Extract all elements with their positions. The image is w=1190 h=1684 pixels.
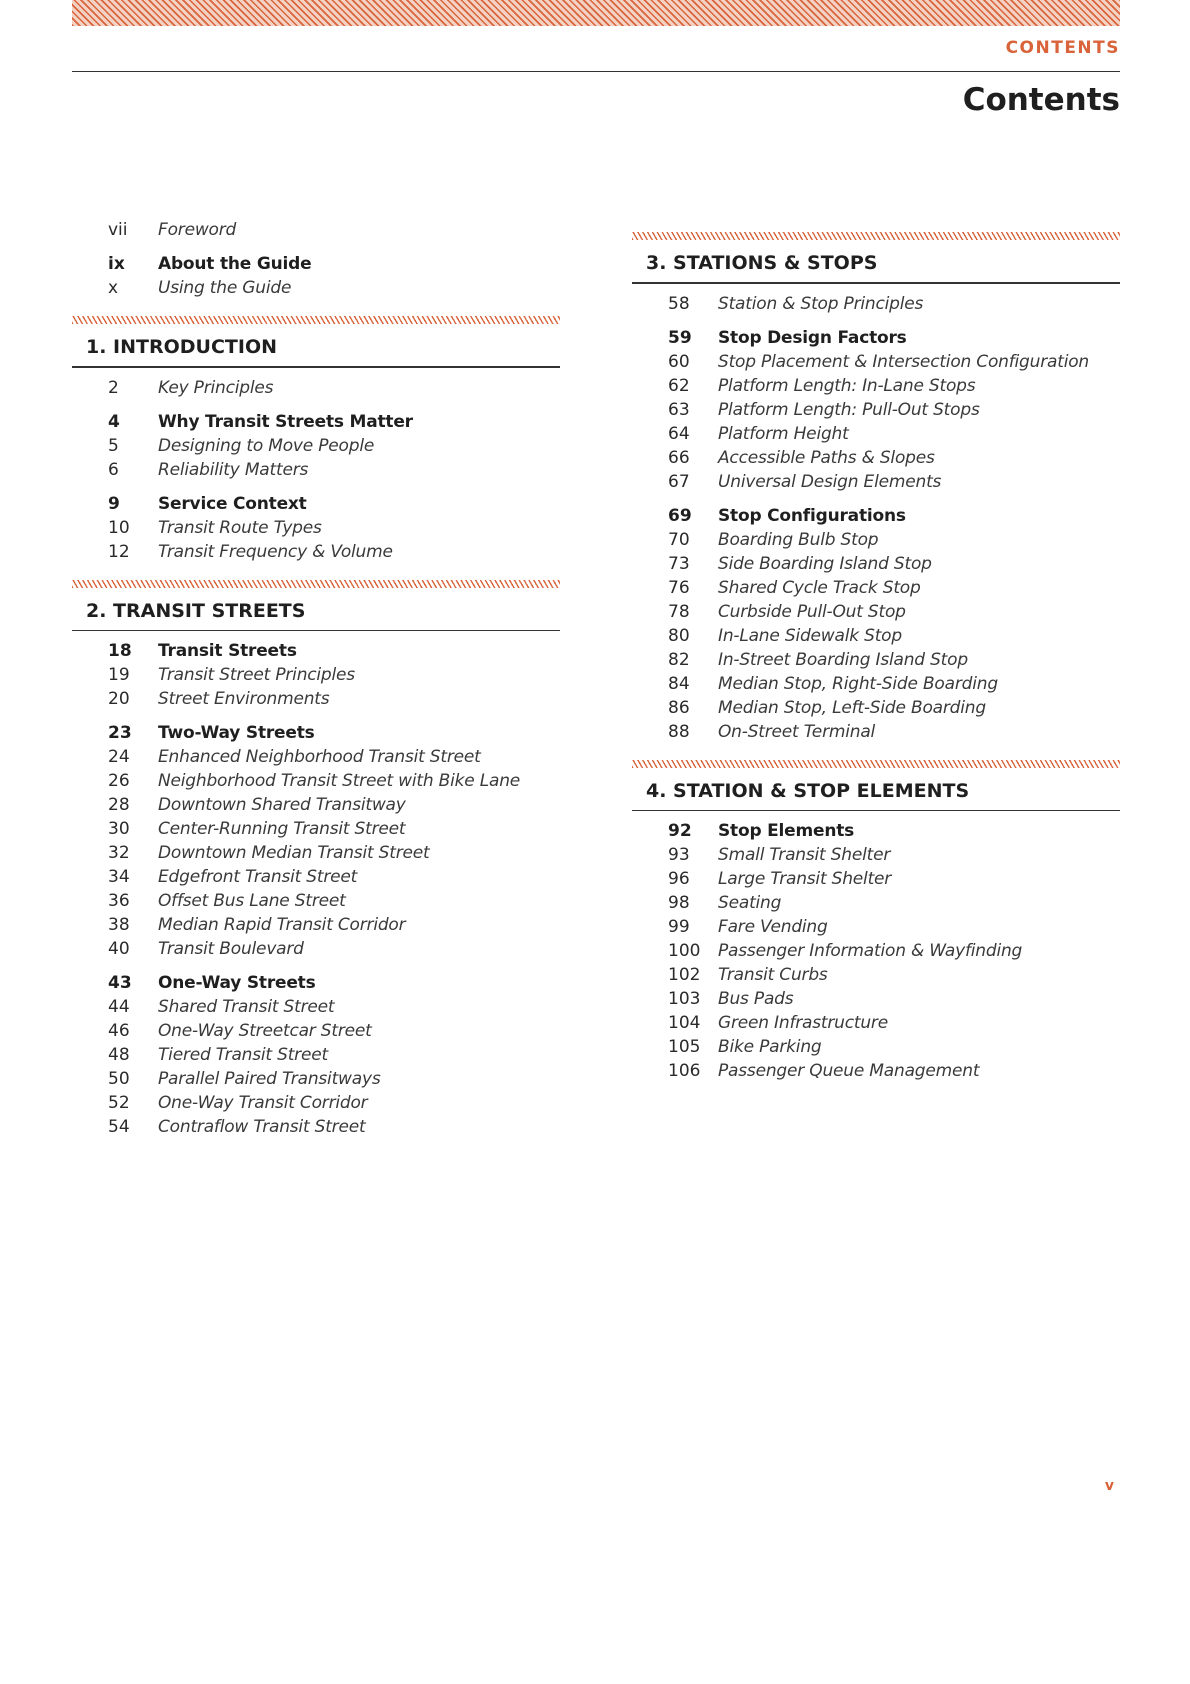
toc-page-number: 26 bbox=[108, 771, 130, 791]
toc-entry[interactable] bbox=[72, 1093, 562, 1117]
toc-title: Curbside Pull-Out Stop bbox=[718, 601, 906, 622]
toc-page-number: 46 bbox=[108, 1021, 130, 1041]
toc-title: Using the Guide bbox=[158, 278, 292, 298]
toc-title: Transit Frequency & Volume bbox=[158, 541, 393, 562]
toc-title: Service Context bbox=[158, 493, 307, 514]
toc-entry[interactable] bbox=[632, 965, 1122, 989]
toc-page-number: 80 bbox=[668, 625, 690, 646]
toc-entry[interactable] bbox=[72, 542, 562, 566]
toc-entry[interactable] bbox=[632, 424, 1122, 448]
toc-title: Transit Curbs bbox=[718, 965, 828, 985]
toc-page-number: 104 bbox=[668, 1013, 701, 1033]
toc-entry[interactable] bbox=[72, 891, 562, 915]
toc-title: Platform Length: Pull-Out Stops bbox=[718, 399, 980, 420]
toc-entry-heading[interactable] bbox=[72, 412, 562, 436]
toc-title: Enhanced Neighborhood Transit Street bbox=[158, 747, 481, 767]
toc-title: One-Way Streets bbox=[158, 973, 316, 993]
toc-page-number: 10 bbox=[108, 517, 130, 538]
toc-title: Downtown Shared Transitway bbox=[158, 795, 406, 815]
toc-title: Bike Parking bbox=[718, 1037, 822, 1057]
chapter-rule bbox=[632, 810, 1120, 812]
toc-page-number: 2 bbox=[108, 377, 119, 398]
toc-title: One-Way Transit Corridor bbox=[158, 1093, 368, 1113]
toc-page-number: 50 bbox=[108, 1069, 130, 1089]
toc-page-number: 43 bbox=[108, 973, 132, 993]
toc-entry[interactable] bbox=[632, 650, 1122, 674]
toc-page-number: 105 bbox=[668, 1037, 701, 1057]
toc-title: In-Street Boarding Island Stop bbox=[718, 649, 968, 670]
toc-entry-heading[interactable] bbox=[632, 328, 1122, 352]
toc-page-number: 38 bbox=[108, 915, 130, 935]
toc-title: Transit Route Types bbox=[158, 517, 322, 538]
toc-entry-heading[interactable] bbox=[72, 641, 562, 665]
chapter-entries bbox=[72, 378, 562, 566]
toc-page-number: x bbox=[108, 278, 119, 298]
toc-page-number: 59 bbox=[668, 327, 692, 348]
toc-page-number: 73 bbox=[668, 553, 690, 574]
toc-title: Stop Design Factors bbox=[718, 327, 907, 348]
toc-title: Passenger Information & Wayfinding bbox=[718, 941, 1023, 961]
toc-entry[interactable] bbox=[632, 294, 1122, 318]
toc-left-column bbox=[72, 220, 562, 1141]
toc-title: Platform Length: In-Lane Stops bbox=[718, 375, 976, 396]
toc-entry[interactable] bbox=[632, 554, 1122, 578]
toc-title: About the Guide bbox=[158, 254, 312, 274]
toc-page-number: 84 bbox=[668, 673, 690, 694]
chapter-entries bbox=[632, 294, 1122, 746]
toc-title: Stop Configurations bbox=[718, 505, 906, 526]
toc-entry[interactable] bbox=[72, 1021, 562, 1045]
toc-page-number: 70 bbox=[668, 529, 690, 550]
toc-title: Universal Design Elements bbox=[718, 471, 942, 492]
toc-entry[interactable] bbox=[632, 352, 1122, 376]
toc-entry[interactable] bbox=[632, 989, 1122, 1013]
chapter-title[interactable]: 4. STATION & STOP ELEMENTS bbox=[646, 779, 970, 802]
toc-title: Two-Way Streets bbox=[158, 723, 315, 743]
toc-title: One-Way Streetcar Street bbox=[158, 1021, 372, 1041]
toc-page-number: 99 bbox=[668, 917, 690, 937]
toc-title: Reliability Matters bbox=[158, 459, 309, 480]
chapter-hatch bbox=[632, 760, 1120, 768]
toc-entry[interactable] bbox=[72, 843, 562, 867]
toc-entry[interactable] bbox=[632, 1013, 1122, 1037]
toc-entry-heading[interactable] bbox=[632, 506, 1122, 530]
toc-right-column bbox=[632, 232, 1122, 1085]
toc-title: Shared Transit Street bbox=[158, 997, 335, 1017]
toc-page-number: 64 bbox=[668, 423, 690, 444]
toc-title: Median Stop, Right-Side Boarding bbox=[718, 673, 998, 694]
toc-entry[interactable] bbox=[72, 819, 562, 843]
toc-title: Platform Height bbox=[718, 423, 849, 444]
toc-entry[interactable] bbox=[72, 867, 562, 891]
chapter-rule bbox=[632, 282, 1120, 284]
toc-title: In-Lane Sidewalk Stop bbox=[718, 625, 902, 646]
toc-title: Large Transit Shelter bbox=[718, 869, 892, 889]
toc-page-number: 92 bbox=[668, 821, 692, 841]
toc-entry[interactable] bbox=[72, 436, 562, 460]
chapter-section bbox=[72, 316, 562, 566]
toc-title: Median Rapid Transit Corridor bbox=[158, 915, 406, 935]
toc-page-number: 63 bbox=[668, 399, 690, 420]
toc-page-number: 19 bbox=[108, 665, 130, 685]
toc-entry[interactable] bbox=[72, 378, 562, 402]
toc-page-number: 23 bbox=[108, 723, 132, 743]
toc-page-number: 40 bbox=[108, 939, 130, 959]
toc-entry[interactable] bbox=[72, 795, 562, 819]
toc-title: Accessible Paths & Slopes bbox=[718, 447, 935, 468]
toc-entry[interactable] bbox=[632, 845, 1122, 869]
toc-title: On-Street Terminal bbox=[718, 721, 876, 742]
toc-title: Green Infrastructure bbox=[718, 1013, 888, 1033]
toc-title: Boarding Bulb Stop bbox=[718, 529, 879, 550]
header-rule bbox=[72, 71, 1120, 72]
toc-title: Parallel Paired Transitways bbox=[158, 1069, 381, 1089]
toc-page-number: 34 bbox=[108, 867, 130, 887]
toc-entry[interactable] bbox=[632, 674, 1122, 698]
toc-page-number: 102 bbox=[668, 965, 701, 985]
toc-title: Small Transit Shelter bbox=[718, 845, 891, 865]
toc-entry[interactable] bbox=[632, 448, 1122, 472]
toc-title: Station & Stop Principles bbox=[718, 293, 924, 314]
toc-entry[interactable] bbox=[72, 278, 562, 302]
toc-page-number: 58 bbox=[668, 293, 690, 314]
chapter-rule bbox=[72, 366, 560, 368]
page-number: v bbox=[1104, 1478, 1114, 1494]
toc-entry[interactable] bbox=[632, 893, 1122, 917]
toc-entry[interactable] bbox=[632, 1061, 1122, 1085]
toc-title: Transit Boulevard bbox=[158, 939, 304, 959]
toc-title: Bus Pads bbox=[718, 989, 794, 1009]
toc-title: Median Stop, Left-Side Boarding bbox=[718, 697, 986, 718]
toc-entry[interactable] bbox=[632, 941, 1122, 965]
toc-page-number: 28 bbox=[108, 795, 130, 815]
section-label: CONTENTS bbox=[1005, 38, 1120, 58]
toc-title: Stop Placement & Intersection Configuration bbox=[718, 351, 1089, 372]
page-title: Contents bbox=[962, 82, 1120, 118]
toc-page-number: 52 bbox=[108, 1093, 130, 1113]
toc-page-number: 60 bbox=[668, 351, 690, 372]
toc-page-number: 48 bbox=[108, 1045, 130, 1065]
toc-page-number: 54 bbox=[108, 1117, 130, 1137]
toc-entry[interactable] bbox=[72, 1117, 562, 1141]
toc-page-number: 86 bbox=[668, 697, 690, 718]
toc-entry[interactable] bbox=[632, 698, 1122, 722]
chapter-hatch bbox=[632, 232, 1120, 240]
toc-page-number: 82 bbox=[668, 649, 690, 670]
toc-entry[interactable] bbox=[632, 1037, 1122, 1061]
header-hatch-band bbox=[72, 0, 1120, 26]
chapter-entries bbox=[72, 641, 562, 1141]
toc-entry[interactable] bbox=[632, 626, 1122, 650]
toc-page-number: 100 bbox=[668, 941, 701, 961]
toc-entry[interactable] bbox=[72, 518, 562, 542]
toc-page-number: 20 bbox=[108, 689, 130, 709]
toc-entry[interactable] bbox=[632, 602, 1122, 626]
toc-title: Street Environments bbox=[158, 689, 330, 709]
toc-title: Transit Street Principles bbox=[158, 665, 355, 685]
toc-page-number: 88 bbox=[668, 721, 690, 742]
toc-title: Fare Vending bbox=[718, 917, 828, 937]
toc-entry[interactable] bbox=[632, 472, 1122, 496]
toc-title: Offset Bus Lane Street bbox=[158, 891, 346, 911]
toc-page-number: 5 bbox=[108, 435, 119, 456]
toc-page-number: 98 bbox=[668, 893, 690, 913]
toc-entry[interactable] bbox=[632, 400, 1122, 424]
toc-page-number: 103 bbox=[668, 989, 701, 1009]
toc-title: Downtown Median Transit Street bbox=[158, 843, 430, 863]
chapter-section bbox=[632, 760, 1122, 1086]
toc-entry[interactable] bbox=[72, 1045, 562, 1069]
toc-title: Tiered Transit Street bbox=[158, 1045, 328, 1065]
chapter-hatch bbox=[72, 316, 560, 324]
chapter-rule bbox=[72, 630, 560, 632]
toc-title: Edgefront Transit Street bbox=[158, 867, 358, 887]
toc-title: Designing to Move People bbox=[158, 435, 375, 456]
toc-page-number: ix bbox=[108, 254, 125, 274]
toc-page-number: 12 bbox=[108, 541, 130, 562]
toc-entry[interactable] bbox=[632, 869, 1122, 893]
front-matter-list bbox=[72, 220, 562, 302]
toc-title: Foreword bbox=[158, 220, 237, 240]
toc-entry-heading[interactable] bbox=[72, 973, 562, 997]
toc-entry-heading[interactable] bbox=[632, 821, 1122, 845]
toc-entry[interactable] bbox=[72, 997, 562, 1021]
toc-page-number: 67 bbox=[668, 471, 690, 492]
toc-title: Contraflow Transit Street bbox=[158, 1117, 366, 1137]
toc-title: Side Boarding Island Stop bbox=[718, 553, 932, 574]
toc-entry[interactable] bbox=[72, 771, 562, 795]
toc-title: Key Principles bbox=[158, 377, 274, 398]
toc-entry[interactable] bbox=[632, 578, 1122, 602]
toc-title: Transit Streets bbox=[158, 641, 297, 661]
toc-entry[interactable] bbox=[72, 665, 562, 689]
toc-title: Neighborhood Transit Street with Bike Lane bbox=[158, 771, 521, 791]
chapter-hatch bbox=[72, 580, 560, 588]
toc-entry[interactable] bbox=[72, 460, 562, 484]
chapter-title[interactable]: 3. STATIONS & STOPS bbox=[646, 252, 878, 274]
toc-page-number: 76 bbox=[668, 577, 690, 598]
chapter-section bbox=[72, 580, 562, 1142]
toc-page-number: vii bbox=[108, 220, 128, 240]
toc-title: Passenger Queue Management bbox=[718, 1061, 980, 1081]
toc-page-number: 62 bbox=[668, 375, 690, 396]
toc-entry[interactable] bbox=[72, 939, 562, 963]
chapter-entries bbox=[632, 821, 1122, 1085]
toc-page-number: 30 bbox=[108, 819, 130, 839]
toc-entry[interactable] bbox=[632, 376, 1122, 400]
chapter-section bbox=[632, 232, 1122, 746]
toc-page-number: 66 bbox=[668, 447, 690, 468]
toc-entry[interactable] bbox=[632, 530, 1122, 554]
toc-entry-heading[interactable] bbox=[72, 723, 562, 747]
toc-page-number: 36 bbox=[108, 891, 130, 911]
toc-page-number: 24 bbox=[108, 747, 130, 767]
toc-entry[interactable] bbox=[72, 1069, 562, 1093]
toc-entry-heading[interactable] bbox=[72, 494, 562, 518]
toc-title: Seating bbox=[718, 893, 782, 913]
toc-page-number: 93 bbox=[668, 845, 690, 865]
toc-title: Center-Running Transit Street bbox=[158, 819, 406, 839]
toc-entry[interactable] bbox=[72, 689, 562, 713]
chapter-title[interactable]: 1. INTRODUCTION bbox=[86, 336, 277, 358]
toc-page-number: 32 bbox=[108, 843, 130, 863]
toc-page-number: 78 bbox=[668, 601, 690, 622]
toc-entry[interactable] bbox=[72, 747, 562, 771]
toc-entry[interactable] bbox=[72, 220, 562, 244]
toc-page-number: 96 bbox=[668, 869, 690, 889]
toc-page-number: 9 bbox=[108, 493, 120, 514]
toc-entry[interactable] bbox=[632, 917, 1122, 941]
toc-page-number: 18 bbox=[108, 641, 132, 661]
toc-entry-heading[interactable] bbox=[72, 254, 562, 278]
toc-entry[interactable] bbox=[72, 915, 562, 939]
toc-page-number: 69 bbox=[668, 505, 692, 526]
toc-title: Shared Cycle Track Stop bbox=[718, 577, 921, 598]
toc-title: Why Transit Streets Matter bbox=[158, 411, 413, 432]
toc-title: Stop Elements bbox=[718, 821, 855, 841]
toc-page-number: 44 bbox=[108, 997, 130, 1017]
toc-entry[interactable] bbox=[632, 722, 1122, 746]
chapter-title[interactable]: 2. TRANSIT STREETS bbox=[86, 599, 306, 622]
toc-page-number: 4 bbox=[108, 411, 120, 432]
toc-page-number: 6 bbox=[108, 459, 119, 480]
toc-page-number: 106 bbox=[668, 1061, 701, 1081]
